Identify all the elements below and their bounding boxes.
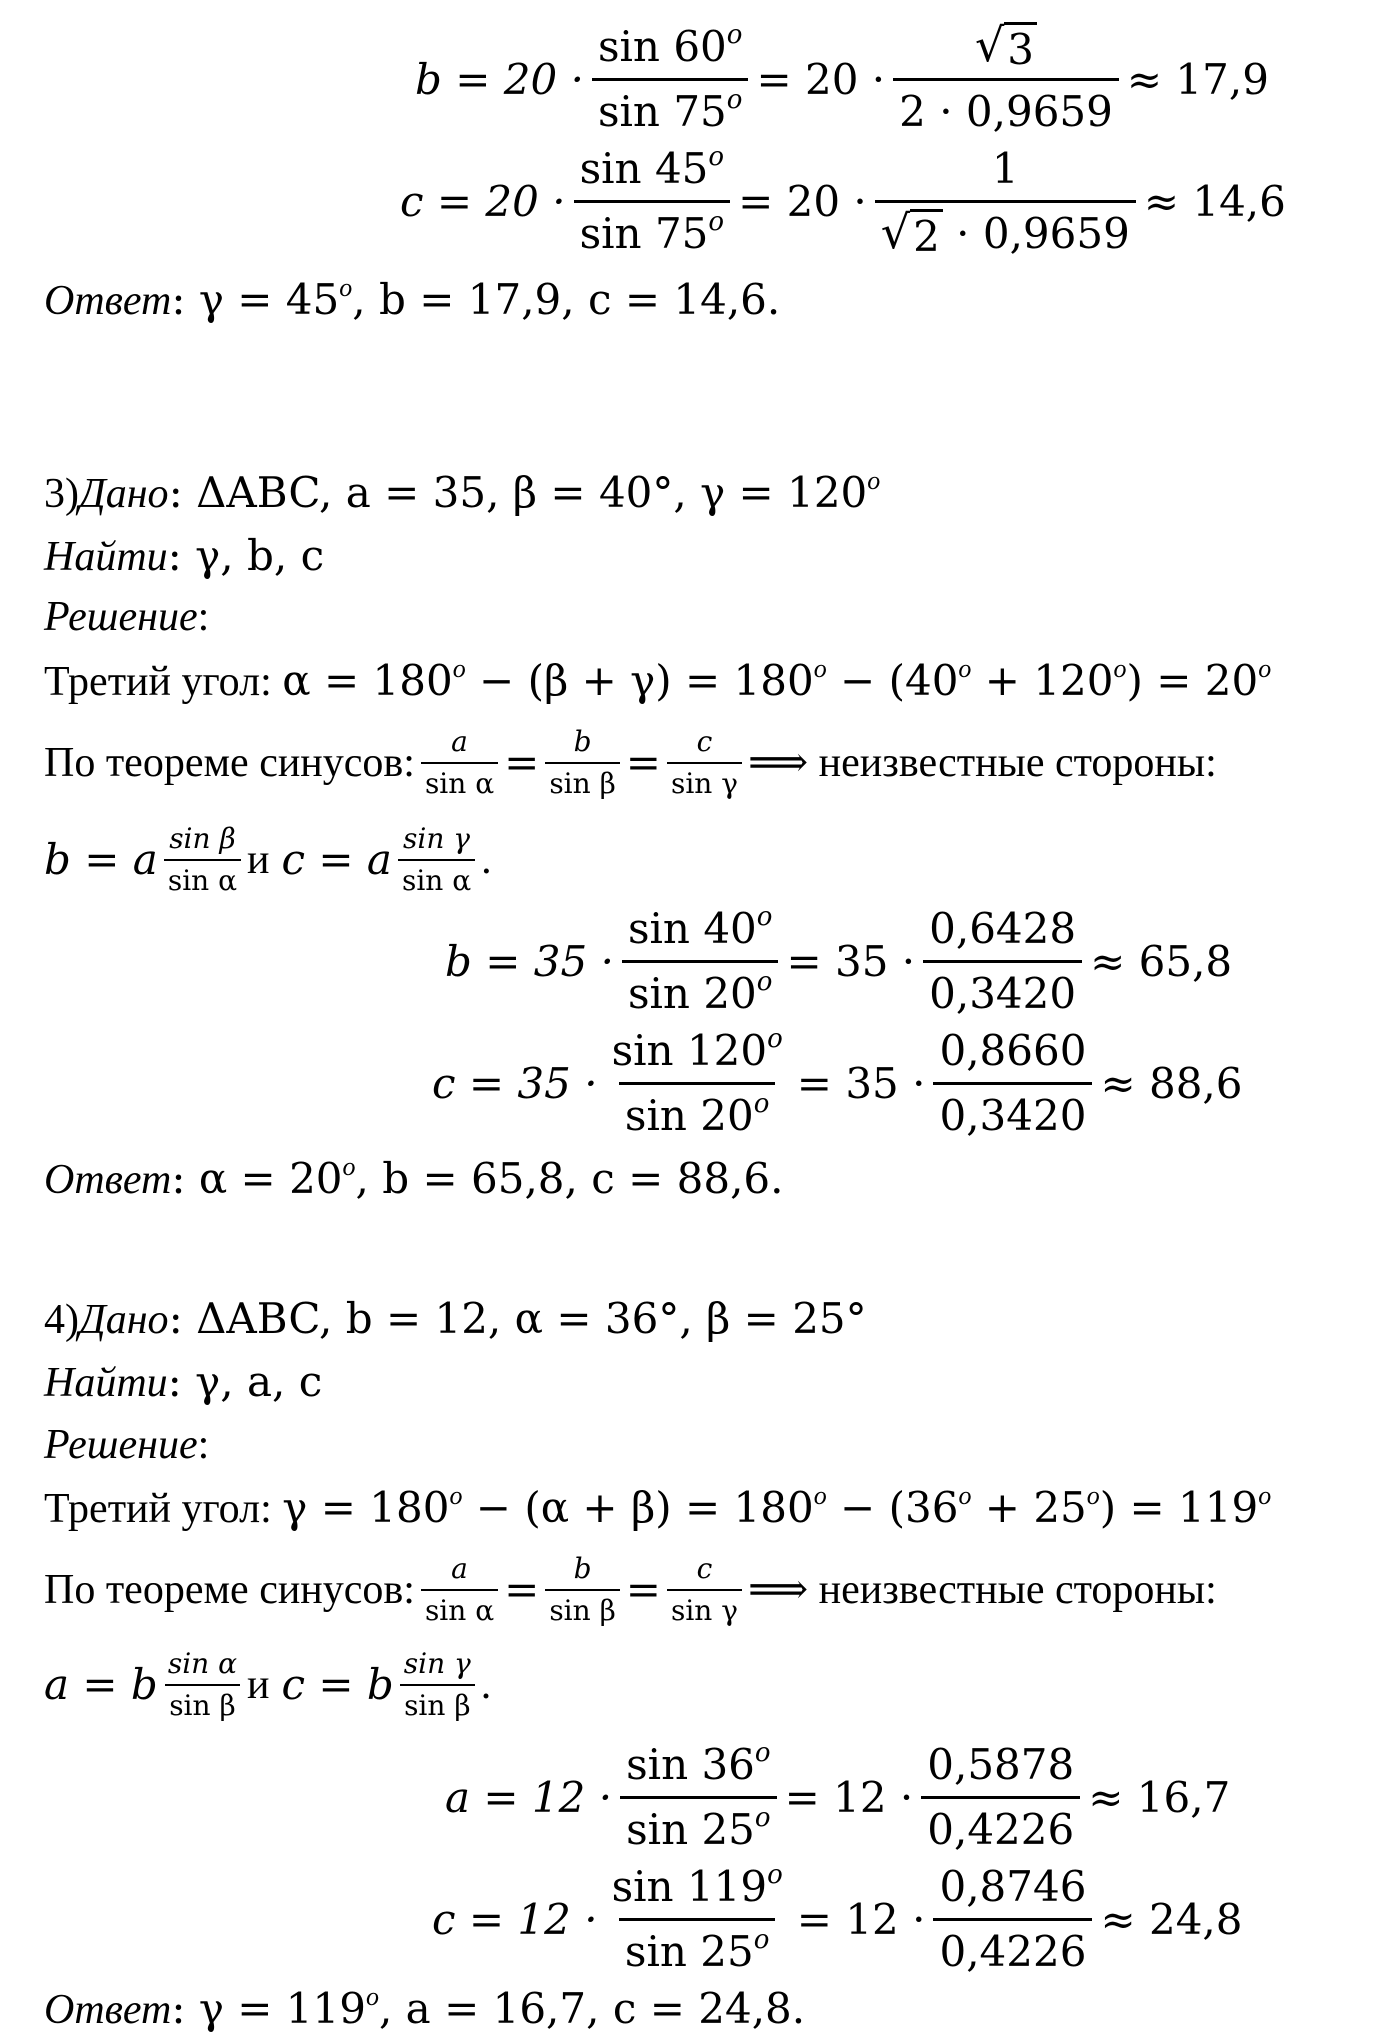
equation-c-part4: c = 12 · $\frac{\sin 119^o}{\sin 25^o}$ = 12 · $\frac{0,8746}{0,4226}$ ≈ 24,8 bbox=[432, 1858, 1243, 1981]
given-part3: 3)Дано: ΔABC, a = 35, β = 40°, $\gamma = 120^o$ bbox=[44, 466, 881, 517]
equation-c-part2 bbox=[400, 140, 1286, 263]
find-part4: Найти: γ, a, c bbox=[44, 1357, 323, 1406]
find-part3: Найти: γ, b, c bbox=[44, 531, 325, 580]
fraction: $\frac{\sin 60^o}{\sin 75^o}$ bbox=[592, 18, 749, 141]
eq-lhs: b = 20 · bbox=[415, 55, 584, 104]
equation-a-part4: a = 12 · $\frac{\sin 36^o}{\sin 25^o}$ = 12 · $\frac{0,5878}{0,4226}$ ≈ 16,7 bbox=[445, 1736, 1230, 1859]
theorem-part3: По теореме синусов: $\frac{a}{\text{sin α}}$ = $\frac{b}{\text{sin β}}$ = $\frac{c}{\text{sin γ}}$ ⟹ неизвестные стороны: bbox=[44, 718, 1370, 808]
fraction: 1 √ 2 · 0,9659 bbox=[875, 140, 1136, 263]
eq-mid: = 20 · bbox=[738, 177, 867, 226]
solution-part3: Решение: bbox=[44, 594, 210, 640]
fraction: √ 3 2 · 0,9659 bbox=[893, 18, 1119, 141]
eq-lhs: c = 20 · bbox=[400, 177, 566, 226]
given-label: Дано bbox=[79, 471, 169, 517]
solution-part4: Решение: bbox=[44, 1422, 210, 1468]
given-part4: 4)Дано: ΔABC, b = 12, α = 36°, β = 25° bbox=[44, 1294, 867, 1343]
eq-mid: = 20 · bbox=[756, 55, 886, 104]
third-angle-part4: Третий угол: $\gamma = 180^o - (\alpha + \beta) = 180^o - (36^o + 25^o) = 119^o$ bbox=[44, 1481, 1272, 1532]
equation-c-part3: c = 35 · $\frac{\sin 120^o}{\sin 20^o}$ = 35 · $\frac{0,8660}{0,3420}$ ≈ 88,6 bbox=[432, 1022, 1243, 1145]
formulas-part4: a = b $\frac{\text{sin α}}{\text{sin β}}$ и c = b $\frac{\text{sin γ}}{\text{sin β}}$ . bbox=[44, 1640, 1370, 1730]
answer-part2: Ответ: $\gamma = 45^o$, b = 17,9, c = 14,6. bbox=[44, 273, 781, 324]
eq-rhs: ≈ 14,6 bbox=[1143, 177, 1286, 226]
answer-part4: Ответ: $\gamma = 119^o$, a = 16,7, c = 24,8. bbox=[44, 1982, 806, 2033]
answer-label: Ответ bbox=[44, 278, 172, 324]
theorem-part4: По теореме синусов: $\frac{a}{\text{sin α}}$ = $\frac{b}{\text{sin β}}$ = $\frac{c}{\text{sin γ}}$ ⟹ неизвестные стороны: bbox=[44, 1545, 1370, 1635]
answer-part3: Ответ: $\alpha = 20^o$, b = 65,8, c = 88,6. bbox=[44, 1152, 784, 1203]
equation-b-part2 bbox=[415, 18, 1269, 141]
third-angle-part3: Третий угол: $\alpha = 180^o - (\beta + \gamma) = 180^o - (40^o + 120^o) = 20^o$ bbox=[44, 654, 1272, 705]
equation-b-part3: b = 35 · $\frac{\sin 40^o}{\sin 20^o}$ = 35 · $\frac{0,6428}{0,3420}$ ≈ 65,8 bbox=[445, 900, 1232, 1023]
eq-rhs: ≈ 17,9 bbox=[1126, 55, 1269, 104]
formulas-part3: b = a $\frac{\text{sin β}}{\text{sin α}}$ и c = a $\frac{\text{sin γ}}{\text{sin α}}$ . bbox=[44, 815, 1370, 905]
fraction: $\frac{\sin 45^o}{\sin 75^o}$ bbox=[574, 140, 731, 263]
